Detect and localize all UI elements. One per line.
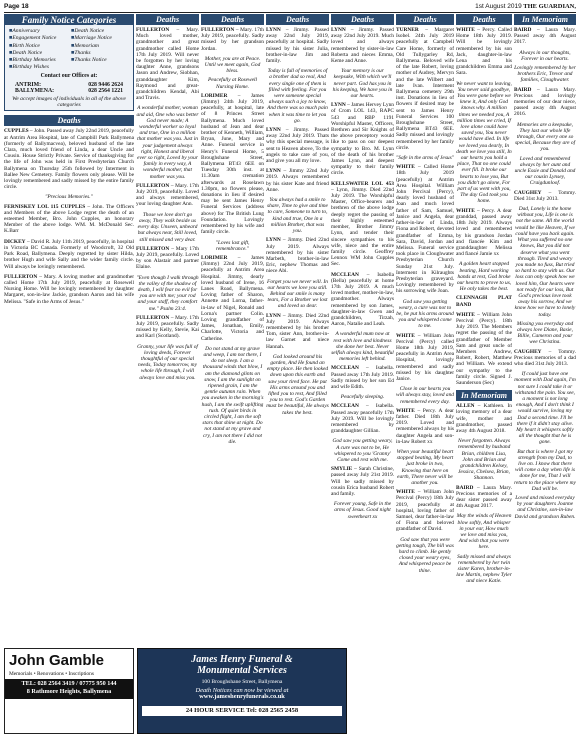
notice-name: WHITE (396, 489, 415, 496)
publication-name: THE GUARDIAN, (523, 2, 576, 10)
advert-name-line-1: James Henry Funeral & (191, 654, 293, 665)
john-gamble-advert (4, 648, 134, 734)
category-item: ■ Anniversary (9, 28, 67, 34)
notice-text: – Called Home 18th July 2019 (peacefully) at Antrim Area Hospital. William John Percival (Percy), dearly loved husband of Joan and much loved father of Sam, Samuel, Janice and Angela, dear father-in-law of Linda, Fiona and Robert, devoted grandfather of Emma, Sara, David, Jordan and Melissa. Funeral service took place in Cloughwater Presbyterian Church Sunday 21st July. Interment in Kilraughts Presbyterian graveyard. Lovingly remembered by his sorrowing wife Joan. (396, 164, 454, 295)
notice-entry (4, 274, 134, 305)
notice-verse (331, 68, 394, 99)
page-header (4, 2, 576, 12)
notice-name: SMYLIE (331, 466, 353, 473)
notice-verse (514, 495, 576, 520)
notice-entry (136, 183, 199, 208)
advert-website-link[interactable]: www.jameshenryfunerals.co.uk (199, 693, 285, 701)
section-header-in-memoriam: In Memoriam (456, 390, 512, 401)
notice-entry (456, 27, 512, 77)
notice-name: LYNN (266, 168, 281, 175)
notice-entry (266, 237, 329, 274)
notice-text: Close in our hearts you will always stay, loved and remembered every day. (396, 386, 454, 405)
section-header-deaths: Deaths (4, 115, 134, 126)
notice-list (201, 27, 264, 445)
notice-entry (456, 295, 512, 307)
notice-name: BAIRD (456, 484, 474, 491)
notice-text: Lovingly remembered by her brothers Eric, Trevor and families, Cloughwater. (514, 65, 576, 84)
notice-text: – Isabella. Passed away peacefully 17th July 2019. Will be lovingly remembered by granddaughter Gillian. (331, 403, 394, 435)
notice-entry (266, 313, 329, 350)
notice-verse (514, 65, 576, 84)
notice-text: God looked around his garden, And He found an empty place. He then looked down upon this earth and saw your tired face. He put His arms around you and lifted you to rest, And filled you to rest. God's Garden must be beautiful, He always takes the best. (266, 353, 329, 416)
category-item: ■ Thanks (71, 50, 129, 56)
notice-verse (136, 275, 199, 312)
notice-name: LORIMER (201, 92, 228, 99)
advert-services: Memorials • Renovations • Inscriptions (9, 671, 94, 677)
notice-text: – David R. July 11th 2019, peacefully, in hospital in Victoria BC Canada. Formerly of Woodcroft, 32 Old Park Road, Ballymena. Deeply regretted by sister Hilda, brother Hugh and wife Sally and the wider family circle. Will always be lovingly remembered. (4, 238, 134, 270)
notice-text: God saw you getting weary, a cure was not to be, he put his arms around you and whispered come to me. (396, 298, 454, 330)
notice-text: – Laura Mary. Precious and lovingly memories of our dear niece, passed away 4th August 2016. (514, 86, 576, 118)
notice-verse (331, 501, 394, 520)
notice-text: – Jimmy. Died 22nd July 2019. Always remembered by his brother Tom, sister Ann, brother-in-law Garnet and niece Hannah. (266, 312, 329, 350)
advert-name: John Gamble (9, 652, 105, 669)
notice-list (331, 27, 394, 520)
notice-entry (136, 315, 199, 340)
notice-text: – Mary. 17th July 2019, peacefully. Sadly missed by Kelly, Stevie, Kai and Karl (Scotland). (136, 314, 199, 340)
notice-text: Today is full of memories of a brother dad so real, And every single one of them is filled with feeling. For you were someone special always such a joy to know, And there was so much pain when it was time to let you go. (267, 68, 328, 124)
section-header-in-memoriam: In Memoriam (514, 14, 576, 25)
notice-entry (331, 466, 394, 497)
notice-text: – Percy. Called Home 18th July 2019. Will be lovingly remembered by his son Jack, daughter-in-law Lena and his grandchildren Emma and Sara. (456, 27, 512, 77)
section-header-deaths: Deaths (201, 14, 264, 25)
notice-text: Those we love don't go away, They walk beside us every day. Unseen, unheard but always near, Still loved, still missed and very dear. (137, 211, 198, 243)
notice-verse (456, 261, 512, 292)
notice-text: – Jimmy. Died 22nd July 2019. Always remembered by his sister Marbeth, brother-in-law Eric, nephew Thomas and niece Abi. (266, 237, 329, 275)
notice-name: LYNN (266, 237, 281, 244)
category-list (9, 28, 129, 70)
notice-name: MCCLEAN (331, 403, 359, 410)
notice-name: CAUGHEY (514, 189, 542, 196)
notice-text: A wonderful mother, woman and aid, One who was better God never made; A wonderful worker so loyal and true, One in a million that mother was you. Just in your judgement always right, Honest and liberal ever so right, Loved by your family in every way, A wonderful mother, that mother was you. (136, 105, 199, 180)
notice-entry (331, 102, 394, 176)
notice-text: – Sarah Christine, passed away July 21st 2019. Will be sadly missed by cousin Erica husband Robert and family. (331, 466, 394, 498)
notice-text: – Isabella (Bella) peacefully at home 17th July 2019. A much loved mother, mother-in-law, grandmother. Always remembered by son James, daughter-in-law Gwen and grandchildren, Tirzah, Aaron, Natalie and Leah. (331, 271, 394, 328)
notice-text: – James (Jimmy) 24th July 2019, peacefully, at hospital, late of 8 Princes Street Ballymena. Much loved husband of Jean and dear brother of Kenneth, William, Bryan, June, Mary and Anne. Funeral service in Henry's Funeral Home, 5 Broughshane Street, Ballymena BT43 6EE on Tuesday 30th inst. at 11.30am cremation afterwards at Roselawn 1.30pm, no flowers please, donations in lieu if desired may be sent James Henry Funeral Services (address above) for The British Lung Foundation. Lovingly remembered by his wife and family circle. (201, 92, 264, 236)
notice-text: – Margaret Isobel. 24th July 2019 peacefully at Campbell Care Home, formerly of Old Tullygarley Rd, Ballymena. Beloved wife of the late Robert, loving mother of Audrey, Mervyn and the late Wilbert and late Ivan. Interment Ballymena cemetery 29th inst. Donations in lieu of flowers if desired may be sent to James Henry Funeral Services 100 Broughshane Street, Ballymena BT43 6EE. Sadly missed and lovingly remembered by her family circle. (396, 27, 454, 151)
notice-name: WHITE (396, 407, 415, 414)
notice-verse (396, 537, 454, 574)
notice-verse (136, 344, 199, 381)
notice-text: A golden heart stopped beating, Hard working hands at rest, God broke our hearts to prove to us, He only takes the best. (456, 261, 512, 293)
column-5 (331, 14, 394, 646)
publication-date: 1st August 2019 (475, 2, 522, 10)
column-8 (514, 14, 576, 646)
notice-verse (456, 513, 512, 550)
notice-name: KELLSWATER LOL 453 (331, 180, 394, 187)
notice-verse (514, 122, 576, 153)
notice-verse (201, 240, 264, 252)
notice-text: – Laura Mary. Precious memories of a dear sister passed away 4th August 2017. (456, 484, 512, 510)
james-henry-advert (137, 648, 347, 734)
notice-name: MCCLEAN (331, 365, 359, 372)
notice-name: MCCLEAN (331, 271, 359, 278)
notice-verse (456, 81, 512, 205)
notice-verse (136, 105, 199, 179)
notice-text: Peacefully sleeping. (340, 394, 385, 401)
notice-text: Dad, Lonely is the home without you, Life is one is not the same. All the world would be like Heaven, If we could have you back again. What you suffered no one knows, But you did not deserve what you went through. Tired and weary you made no fuss, But tried so hard to stay with us. Our loss can only speak how we loved him, Our hearts were not ready for our loss, But God's precious love took away his sorrow, And we know how we have to lonely today. (514, 206, 576, 318)
notice-verse (136, 212, 199, 243)
notice-text: – Mary. 17th July 2019, peacefully. Loved and always remembered, your loving daughter Ann. (136, 182, 199, 208)
notice-name: LYNN (331, 102, 346, 109)
notice-name: FULLERTON (136, 314, 170, 321)
notice-text: – Tommy. Died 31st July 2013. (514, 189, 576, 202)
notice-text: – Kathleen. In loving memory of a dear wife, mother and grandmother, passed away 4th August 2018. (456, 403, 512, 434)
notice-text: We never want to leaving, You never said goodbye, You were gone before we knew it, And only God knows why. A million times we needed you, A million times we cried, If love alone could have saved you, You never would have died. In life we loved you dearly, In death we love you still, In our hearts you hold a place, That no one could ever fill. It broke our hearts to lose you, But you didn't go alone, For part of us went with you, The day God took you home. (456, 80, 512, 205)
notice-verse (266, 354, 329, 416)
notice-text: Loved and remembered always by her aunt and uncle Essie and Donald and our cousin Lynsey, Craigdunloof. (514, 155, 576, 187)
notice-entry (514, 190, 576, 202)
notice-verse (456, 554, 512, 585)
notice-verse (396, 299, 454, 330)
notice-text: – James (Jimmy) 22nd July 2019, peacefully at Antrim Area Hospital. Jimmy, dearly loved husband of Irene, 16 Lanes Road, Ballymena. Loving father of Sharon, Annette and Lorna, father-in-law of Nigel, Ronald and Lorna's partner Colin. Loving grandfather of James, Jonathan, Emily, Charlotte, Victoria and Catherine. (201, 254, 264, 342)
section-header-deaths: Deaths (456, 14, 512, 25)
notice-entry (456, 312, 512, 386)
category-item: ■ Death Notice (71, 28, 129, 34)
notice-text: Forget you we never will. In our hearts we love you still. Behind our smile is many tears, For a Brother we lost and loved so dear. (267, 278, 328, 310)
notice-entry (396, 333, 454, 383)
notice-entry (396, 164, 454, 294)
notice-text: Loved and missed everyday by your daughters Joanne and Christine, son-in-law David and grandson Ruben. (514, 495, 576, 520)
office-row (9, 88, 129, 94)
notice-entry (514, 27, 576, 46)
notice-entry (396, 27, 454, 151)
notice-name: CAUGHEY (514, 348, 542, 355)
notice-name: LYNN (266, 27, 281, 33)
family-notice-title: Family Notice Categories (5, 15, 133, 25)
notice-entry (266, 127, 329, 164)
category-item: ■ Death Notice (9, 50, 67, 56)
notice-verse (331, 438, 394, 463)
notice-name: LYNN (266, 312, 281, 319)
office-list (9, 82, 129, 94)
column-1 (4, 14, 134, 646)
notice-entry (514, 87, 576, 118)
section-header-deaths: Deaths (396, 14, 454, 25)
notice-text: – Mary. 17th July 2019, peacefully. Sadly missed by her grandson Jordan. (201, 27, 264, 52)
notice-entry (4, 204, 134, 235)
column-7 (456, 14, 512, 646)
notice-text: But that is where I got my strength from my Dad, to live on. I know that there will come a day when life is done for me, That I will return to the place where my Dad will be. (514, 448, 576, 492)
notice-text: – Jimmy. Passed away 22nd July 2019. Thats why this special message, is sent to Heaven above, To the angels to take care of you, and give you all my love. (266, 127, 329, 165)
notice-name: FULLERTON (201, 27, 235, 33)
section-header-deaths: Deaths (136, 14, 199, 25)
notice-entry (201, 255, 264, 342)
notice-verse (201, 346, 264, 445)
advert-service-line: 24 HOUR SERVICE Tel: 028 2565 2458 (142, 706, 342, 716)
notice-entry (396, 408, 454, 445)
notice-entry (331, 27, 394, 64)
section-header-deaths: Deaths (331, 14, 394, 25)
notice-verse (201, 56, 264, 75)
notice-text: – Tommy. Precious memories of a dad who died 31st July 2013. (514, 348, 576, 367)
notice-text: Forever young, Safe in the arms of Jesus. Good night sweetheart xx (333, 501, 392, 520)
notice-text: – William John Percival (Percy) 18th July 2019, peacefully at hospital, loving father of Samuel, dear father-in-law of Fiona and beloved grandfather of David. (396, 489, 454, 533)
notice-name: FULLERTON (136, 182, 170, 189)
notice-name: BAIRD (514, 86, 532, 93)
advert-address: 8 Rathmore Heights, Ballymena (5, 689, 133, 698)
notice-name: WHITE (396, 164, 415, 171)
notice-text: – James Hervey Lynn of Crom LOL 143, RAPC 543 and RBP 1191 Worshipful Master, Officers, Brethren and Sir Knights of the above preceptory would like to pass on our deepest sympathy to Bro. M. Lynn of the death of his brother James Lynn, and deepest sympathy to their family circle. (331, 102, 394, 177)
category-item: ■ Birthday Memories (9, 57, 67, 63)
notice-entry (331, 181, 394, 268)
notice-verse (456, 438, 512, 481)
notice-verse (266, 279, 329, 310)
notice-entry (456, 485, 512, 510)
notice-text: – John. The Officers and Members of the above Lodge regret the death of an esteemed Member, Bro. John Cupples, an honorary Member of the above lodge. WM. M. McDonald Sec. K.Barr (4, 203, 134, 235)
notice-list (456, 403, 512, 584)
notice-entry (331, 272, 394, 328)
notice-name: ALLEN (456, 403, 475, 410)
notice-verse (396, 155, 454, 161)
notice-text: Granny, your life was full of loving deeds, Forever thoughtful of our special needs, Today tomorrow, my whole life through, I will always love and miss you. (137, 343, 198, 381)
notice-text: God saw you getting weary, A cure was not to be, He whispered to you 'Granny' Come and rest with me. (332, 438, 393, 463)
notice-name: BAIRD (514, 27, 532, 33)
notice-verse (514, 50, 576, 62)
advert-name-line-2: Monumental Services (197, 665, 287, 676)
notice-name: LYNN (266, 127, 281, 134)
notice-text: – William John Percival (Percy) called Home 18th July 2019, peacefully in Antrim Area Hospital, lovingly remembered and sadly missed by his daughter Janice. (396, 332, 454, 382)
notice-text: "Even though I walk through the valley of the shadow of death, I will fear no evil for you are with me; your rod and your staff, they comfort me." Psalm 23:4. (136, 274, 199, 312)
notice-text: "Safe in the arms of Jesus" (396, 155, 454, 162)
page-number: Page 18 (4, 2, 29, 10)
notice-text: Memories are a keepsake, They last our whole life through, Our every one so special, Because they are of you. (514, 121, 576, 153)
notice-text: Sadly missed and always remembered by her twin sister Karen, brother-in-law Martin, nephew Tyler and niece Katie. (456, 553, 512, 585)
notice-text: When your beautiful heart stopped beating, My heart just broke in two, Knowing that here on earth, There never will be another you. (396, 449, 454, 487)
notice-verse (514, 371, 576, 445)
notice-verse (266, 197, 329, 234)
notice-list (514, 449, 576, 520)
notice-list (4, 128, 134, 304)
notice-entry (456, 208, 512, 258)
notices-page (4, 14, 576, 646)
notice-name: LORIMER (201, 254, 228, 261)
advert-death-notices-line: Death Notices can now be viewed at (195, 687, 289, 695)
notice-text: May the winds of Heaven blow softly, And whisper in your ear, How much we love and miss you, And wish that you were here. (456, 513, 512, 551)
notice-verse (514, 321, 576, 346)
notice-list (136, 27, 199, 381)
family-notice-box (4, 14, 134, 111)
notice-name: FULLERTON (136, 245, 170, 252)
advert-phone: TEL: 028 2564 3419 / 07775 950 144 (5, 679, 133, 689)
notice-entry (514, 349, 576, 368)
notice-text: If could just have one moment with Dad again, I'm not sure I could take it or withstand the pain. You see, a moment is not long enough, And I don't think I would survive, loving my Dad a second time. I'll be there if it didn't stay alive. My heart it whispers softly all the thought that he is gone. (514, 371, 576, 446)
notice-name: FULLERTON (136, 27, 170, 33)
notice-name: WHITE (456, 207, 475, 214)
category-item: ■ Memoriam (71, 43, 129, 49)
section-header-deaths: Deaths (266, 14, 329, 25)
notice-list (396, 27, 454, 574)
notice-text: You always had a smile to share, Time to give and time to care, Someone to turn to, kind and true, One in a million Brother, that was you. (267, 197, 328, 235)
notice-text: A wonderful mum now at rest with love and kindness she done her best. Never selfish always kind, beautiful memories left behind. (331, 331, 394, 363)
notice-text: – William John Percival (Percy). 18th July 2019. The Members regret the passing of the grandfather of Member Sam and great uncle of Members Andrew, Robert, Robert, Matthew and William. We extend our sympathy to the family circle. Signed J. Saunderson (Sec) (456, 311, 512, 386)
notice-text: – Jimmy 22nd July 2019. Always remembered by his sister Kate and friend Anne. (266, 168, 329, 193)
notice-text: Your memory is our keepsake, With which we'll never part. God has you in his keeping, We have you in our hearts. (332, 68, 393, 100)
notice-verse (331, 394, 394, 400)
notice-text: – Laura Mary. Passed away 4th August 2017. (514, 27, 576, 46)
notice-entry (136, 27, 199, 101)
notice-text: Missing you everyday and always love Diane, Basie, Billie, Cameron and your wee Christina. (516, 320, 574, 346)
notice-text: – John. Passed away July 22nd 2019, peacefully at Antrim Area Hospital, late of Campbill Park Ballymena (formerly of Ballymacvea), beloved husband of the late Clara, much loved friend of Linda, a dear Uncle and Cousin. House Strictly Private. Service of thanksgiving for the life of John was held in First Presbyterian Church Ballymena on Thursday 25th followed by Interment in Ballee New Cemetery. Family flowers only please. Will be lovingly remembered and sadly missed by the entire family circle. (4, 128, 134, 191)
office-phone[interactable]: 028 2564 1221 (88, 87, 123, 94)
notice-name: FERNISKEY LOL 115 CUPPLES (4, 203, 86, 210)
notice-text: – Percy. A dear father. Died 18th July 2019. Loved and remembered always by his daughter Angela and son-in-law Robert xx (396, 407, 454, 445)
notice-verse (514, 449, 576, 492)
notice-entry (456, 403, 512, 434)
notice-text: – Percy. A dear granddad, passed away 18th July 2019. Always loved and remembered by his grandson Jordan and fiancée Kim and granddaughter Melissa and fiancé Jamie xx (456, 207, 512, 258)
notice-verse (514, 156, 576, 187)
notice-text: – Jimmy. Passed away 22nd July 2019. Much loved and always remembered by sister-in-law Roberta and nieces Emma, Keme and Anne. (331, 27, 394, 65)
office-town: BALLYMENA: (15, 87, 55, 94)
office-town: ANTRIM: (15, 81, 42, 88)
notice-entry (396, 489, 454, 532)
notice-text: Mother, you are at Peace. Until we meet again, God bless. (204, 55, 261, 75)
notice-text: "Loves last gift, remembrance." (215, 239, 250, 252)
notice-name: WHITE (456, 311, 475, 318)
notice-text: – Mary. A loving mother and grandmother called Home 17th July 2019, peacefully at Rosewell Nursing Home. Will be lovingly remembered by daughter Margaret, son-in-law Jackie, grandson Aaron and his wife Melissa. "Safe in the Arms of Jesus." (4, 273, 134, 305)
category-item: ■ Engagement Notice (9, 35, 67, 41)
notice-verse (201, 77, 264, 89)
notice-text: – Mary 17th July 2019, peacefully. Loved by son Alastair and partner Elaine. (136, 245, 199, 271)
advert-strip (4, 648, 576, 734)
notice-entry (4, 128, 134, 190)
notice-name: WHITE (456, 27, 475, 33)
image-note: We accept images of individuals in all of the above categories (12, 96, 126, 109)
notice-entry (136, 246, 199, 271)
notice-entry (201, 27, 264, 52)
advert-address: 100 Broughshane Street, Ballymena (201, 679, 283, 685)
notice-list (456, 27, 512, 386)
notice-entry (201, 93, 264, 236)
notice-text: – Isabella. Passed away 17th July 2019. Sadly missed by her son Ed and wife Edith. (331, 365, 394, 390)
notice-text: Always in our thoughts, Forever in our hearts. (519, 49, 571, 62)
column-4 (266, 14, 329, 646)
notice-name: LYNN (331, 27, 346, 33)
category-item: ■ Thanks Notice (71, 57, 129, 63)
notice-text: – Jimmy. Passed away 22nd July 2019, peacefully at hospital. Sadly missed by his sister Julia, brother-in-law Jim and family. (266, 27, 329, 65)
notice-name: WHITE (396, 332, 415, 339)
notice-text: Never forgotten. Always remembered by husband Brian, children Lisa, John and Brian and grandchildren Kelsey, Jessica, Chelsea, Brian, Shannon. (457, 438, 511, 482)
notice-verse (396, 449, 454, 486)
notice-name: TURNER (396, 27, 419, 33)
notice-list (514, 27, 576, 446)
category-item: ■ Birthday Wishes (9, 64, 67, 70)
notice-entry (4, 239, 134, 270)
notice-text: God saw that you were getting tough, The hill was hard to climb. He gently closed your weary eyes, And whispered peace be thine. (396, 536, 454, 574)
office-phone[interactable]: 028 9446 2624 (88, 81, 123, 88)
notice-verse (4, 194, 134, 200)
notice-list (266, 27, 329, 416)
notice-verse (396, 386, 454, 405)
notice-name: FULLERTON (4, 273, 38, 280)
notice-entry (266, 168, 329, 193)
notice-name: CUPPLES (4, 128, 29, 135)
column-2 (136, 14, 199, 646)
category-item: ■ Birth Notice (9, 43, 67, 49)
notice-verse (266, 68, 329, 124)
notice-text: – Lynn, Jimmy. Died 22nd July 2019. The Worshipful Master, Office-bearers and brethren of the above lodge deeply regret the passing of their highly esteemed member, Brother Jimmy Lynn, and tender their sincere sympathies to his wife, niece and the entire family circle. Geoffrey Lennox WM John Cupples Sec. (331, 186, 394, 268)
contact-heading: Contact our Offices at: (40, 73, 98, 80)
notice-name: DICKEY (4, 238, 26, 245)
column-6 (396, 14, 454, 646)
column-3 (201, 14, 264, 646)
notice-entry (331, 403, 394, 434)
notice-text: Do not stand at my grave and weep, I am not there, I do not sleep. I am a thousand winds that blow, I am the diamond glints on snow, I am the sunlight on ripened grain, I am the gentle autumn rain. When you awaken in the morning's hush, I am the swift uplifting rush. Of quiet birds in circled flight, I am the soft stars that shine at night. Do not stand at my grave and cry, I am not there I did not die. (201, 345, 264, 445)
notice-entry (331, 365, 394, 390)
category-item: ■ Marriage Notice (71, 35, 129, 41)
notice-text: – Mary. Much loved mother, grandmother and great grandmother called Home 17th July 2019. Will never be forgotten by her loving daughter Anne, grandsons Jason and Andrew, Siobhan, granddaughter Kim, Raymond and great-grandchildren Kendal, Abi and Travis. (136, 27, 199, 102)
notice-name: CLENNAGH PLAT BAND (456, 295, 512, 308)
notice-text: "Precious Memories." (45, 194, 93, 201)
header-rule (4, 12, 576, 13)
notice-verse (331, 331, 394, 362)
notice-verse (514, 206, 576, 318)
notice-text: Peacefully at Rosewell Nursing Home. (207, 77, 258, 90)
notice-entry (266, 27, 329, 64)
